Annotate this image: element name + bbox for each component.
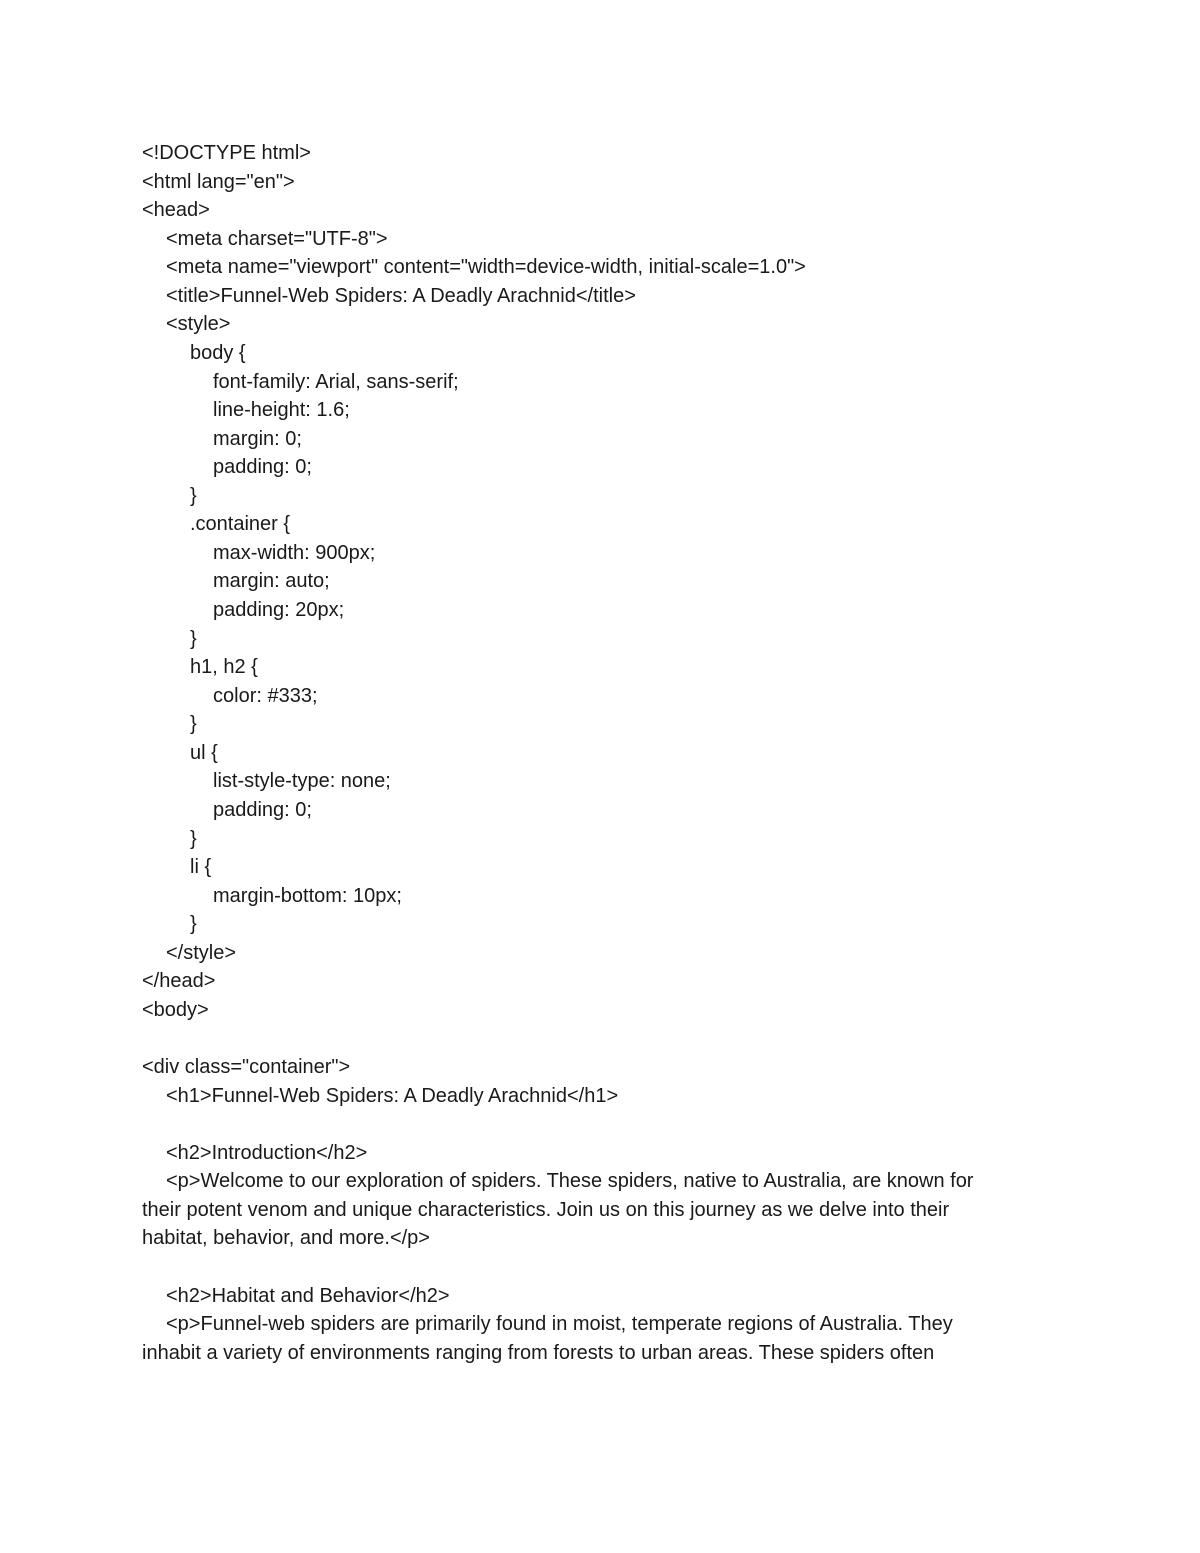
code-line: list-style-type: none; [213,770,391,793]
code-line: line-height: 1.6; [213,399,350,422]
document-text [142,139,1052,1367]
code-line: <h2>Habitat and Behavior</h2> [166,1284,450,1307]
blank-line [142,1110,1052,1139]
code-line: </style> [166,941,237,964]
code-line: padding: 0; [213,798,312,821]
code-line: padding: 20px; [213,599,345,621]
code-line: margin: auto; [213,570,330,593]
code-line: body { [190,341,246,364]
code-line: } [190,913,197,936]
code-line: <h2>Introduction</h2> [166,1141,368,1164]
code-line: <!DOCTYPE html> [142,142,311,164]
code-line: <h1>Funnel-Web Spiders: A Deadly Arachnid</h1> [166,1084,619,1107]
code-line: habitat, behavior, and more.</p> [142,1227,430,1250]
code-line: li { [190,856,212,879]
code-line: <title>Funnel-Web Spiders: A Deadly Arachnid</title> [166,284,636,307]
code-line: </head> [142,970,216,993]
code-line: <style> [166,313,231,336]
code-line: } [190,713,197,736]
blank-line [142,1024,1052,1053]
code-line: max-width: 900px; [213,541,376,564]
code-line: h1, h2 { [190,656,258,679]
code-line: ul { [190,741,218,764]
code-line: } [190,827,197,850]
code-line: inhabit a variety of environments ranging from forests to urban areas. These spiders often [142,1341,935,1364]
code-line: margin: 0; [213,427,302,450]
code-line: <div class="container"> [142,1056,351,1078]
code-line: their potent venom and unique characteristics. Join us on this journey as we delve into their [142,1198,950,1221]
code-line: <body> [142,998,209,1021]
code-line: color: #333; [213,684,318,707]
blank-line [142,1253,1052,1282]
code-line: <head> [142,199,210,222]
code-line: padding: 0; [213,456,312,479]
code-line: .container { [190,513,291,536]
code-line: <meta name="viewport" content="width=device-width, initial-scale=1.0"> [166,256,806,279]
code-line: font-family: Arial, sans-serif; [213,370,459,393]
code-line: <p>Welcome to our exploration of spiders. These spiders, native to Australia, are known for [166,1170,974,1193]
code-line: margin-bottom: 10px; [213,884,402,907]
code-line: } [190,484,197,507]
code-line: } [190,627,197,650]
code-line: <meta charset="UTF-8"> [166,227,388,250]
code-line: <p>Funnel-web spiders are primarily found in moist, temperate regions of Australia. They [166,1313,953,1336]
code-line: <html lang="en"> [142,170,295,193]
